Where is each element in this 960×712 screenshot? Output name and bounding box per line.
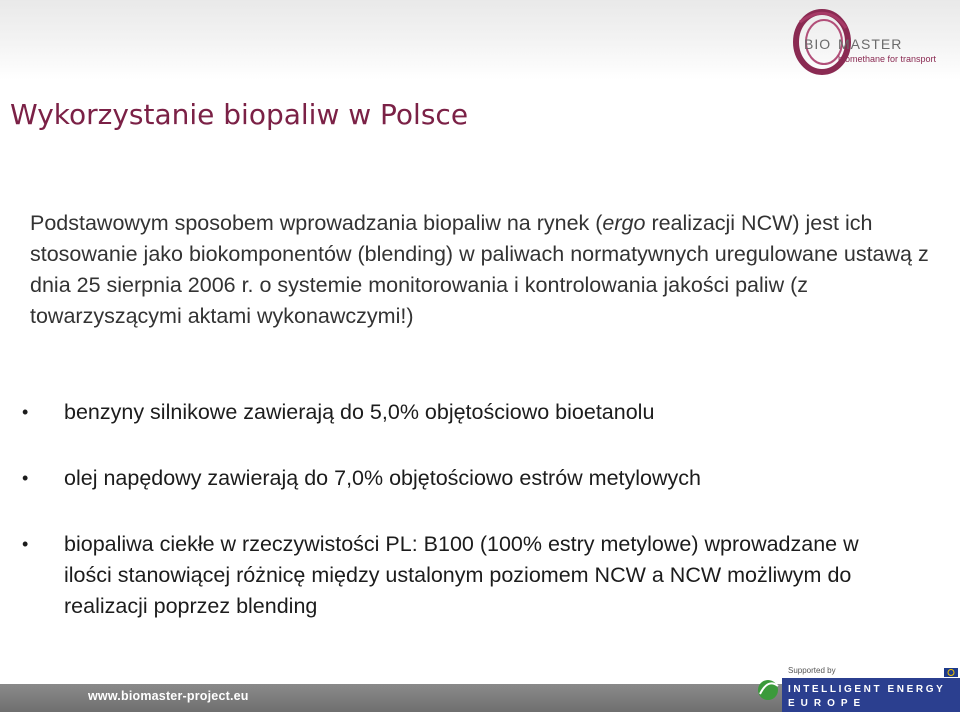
logo-tagline: biomethane for transport [838, 54, 937, 64]
program-name-line1: INTELLIGENT ENERGY [788, 684, 946, 695]
bullet-text: biopaliwa ciekłe w rzeczywistości PL: B100 (100% estry metylowe) wprowadzane w ilości stanowiącej różnicę między ustalonym poziomem NCW a NCW możliwym do realizacji poprzez blending [64, 532, 859, 618]
intro-text-italic: ergo [602, 211, 646, 235]
bullet-text: benzyny silnikowe zawierają do 5,0% objętościowo bioetanolu [64, 400, 655, 424]
footer-website-link[interactable]: www.biomaster-project.eu [88, 689, 249, 703]
program-name-line2: EUROPE [788, 698, 867, 709]
slide-title: Wykorzystanie biopaliw w Polsce [10, 98, 469, 131]
logo-text-master: MASTER [838, 36, 903, 52]
intro-paragraph [30, 208, 930, 332]
biomaster-logo [788, 6, 956, 76]
bullet-text: olej napędowy zawierają do 7,0% objętościowo estrów metylowych [64, 466, 701, 490]
intro-text-rest: realizacji NCW) jest ich stosowanie jako biokomponentów (blending) w paliwach normatywnych uregulowane ustawą z dnia 25 sierpnia 2006 r. o systemie monitorowania i kontrolowania jakości paliw (z towarzyszącymi aktami wykonawczymi!) [30, 211, 929, 328]
bullet-dot-icon: • [22, 468, 29, 488]
logo-text-bio: BIO [804, 36, 832, 52]
intro-text-start: Podstawowym sposobem wprowadzania biopaliw na rynek ( [30, 211, 603, 235]
intelligent-energy-europe-badge [752, 664, 960, 712]
bullet-dot-icon: • [22, 402, 29, 422]
bullet-dot-icon: • [22, 534, 29, 554]
supported-by-label: Supported by [788, 666, 836, 675]
